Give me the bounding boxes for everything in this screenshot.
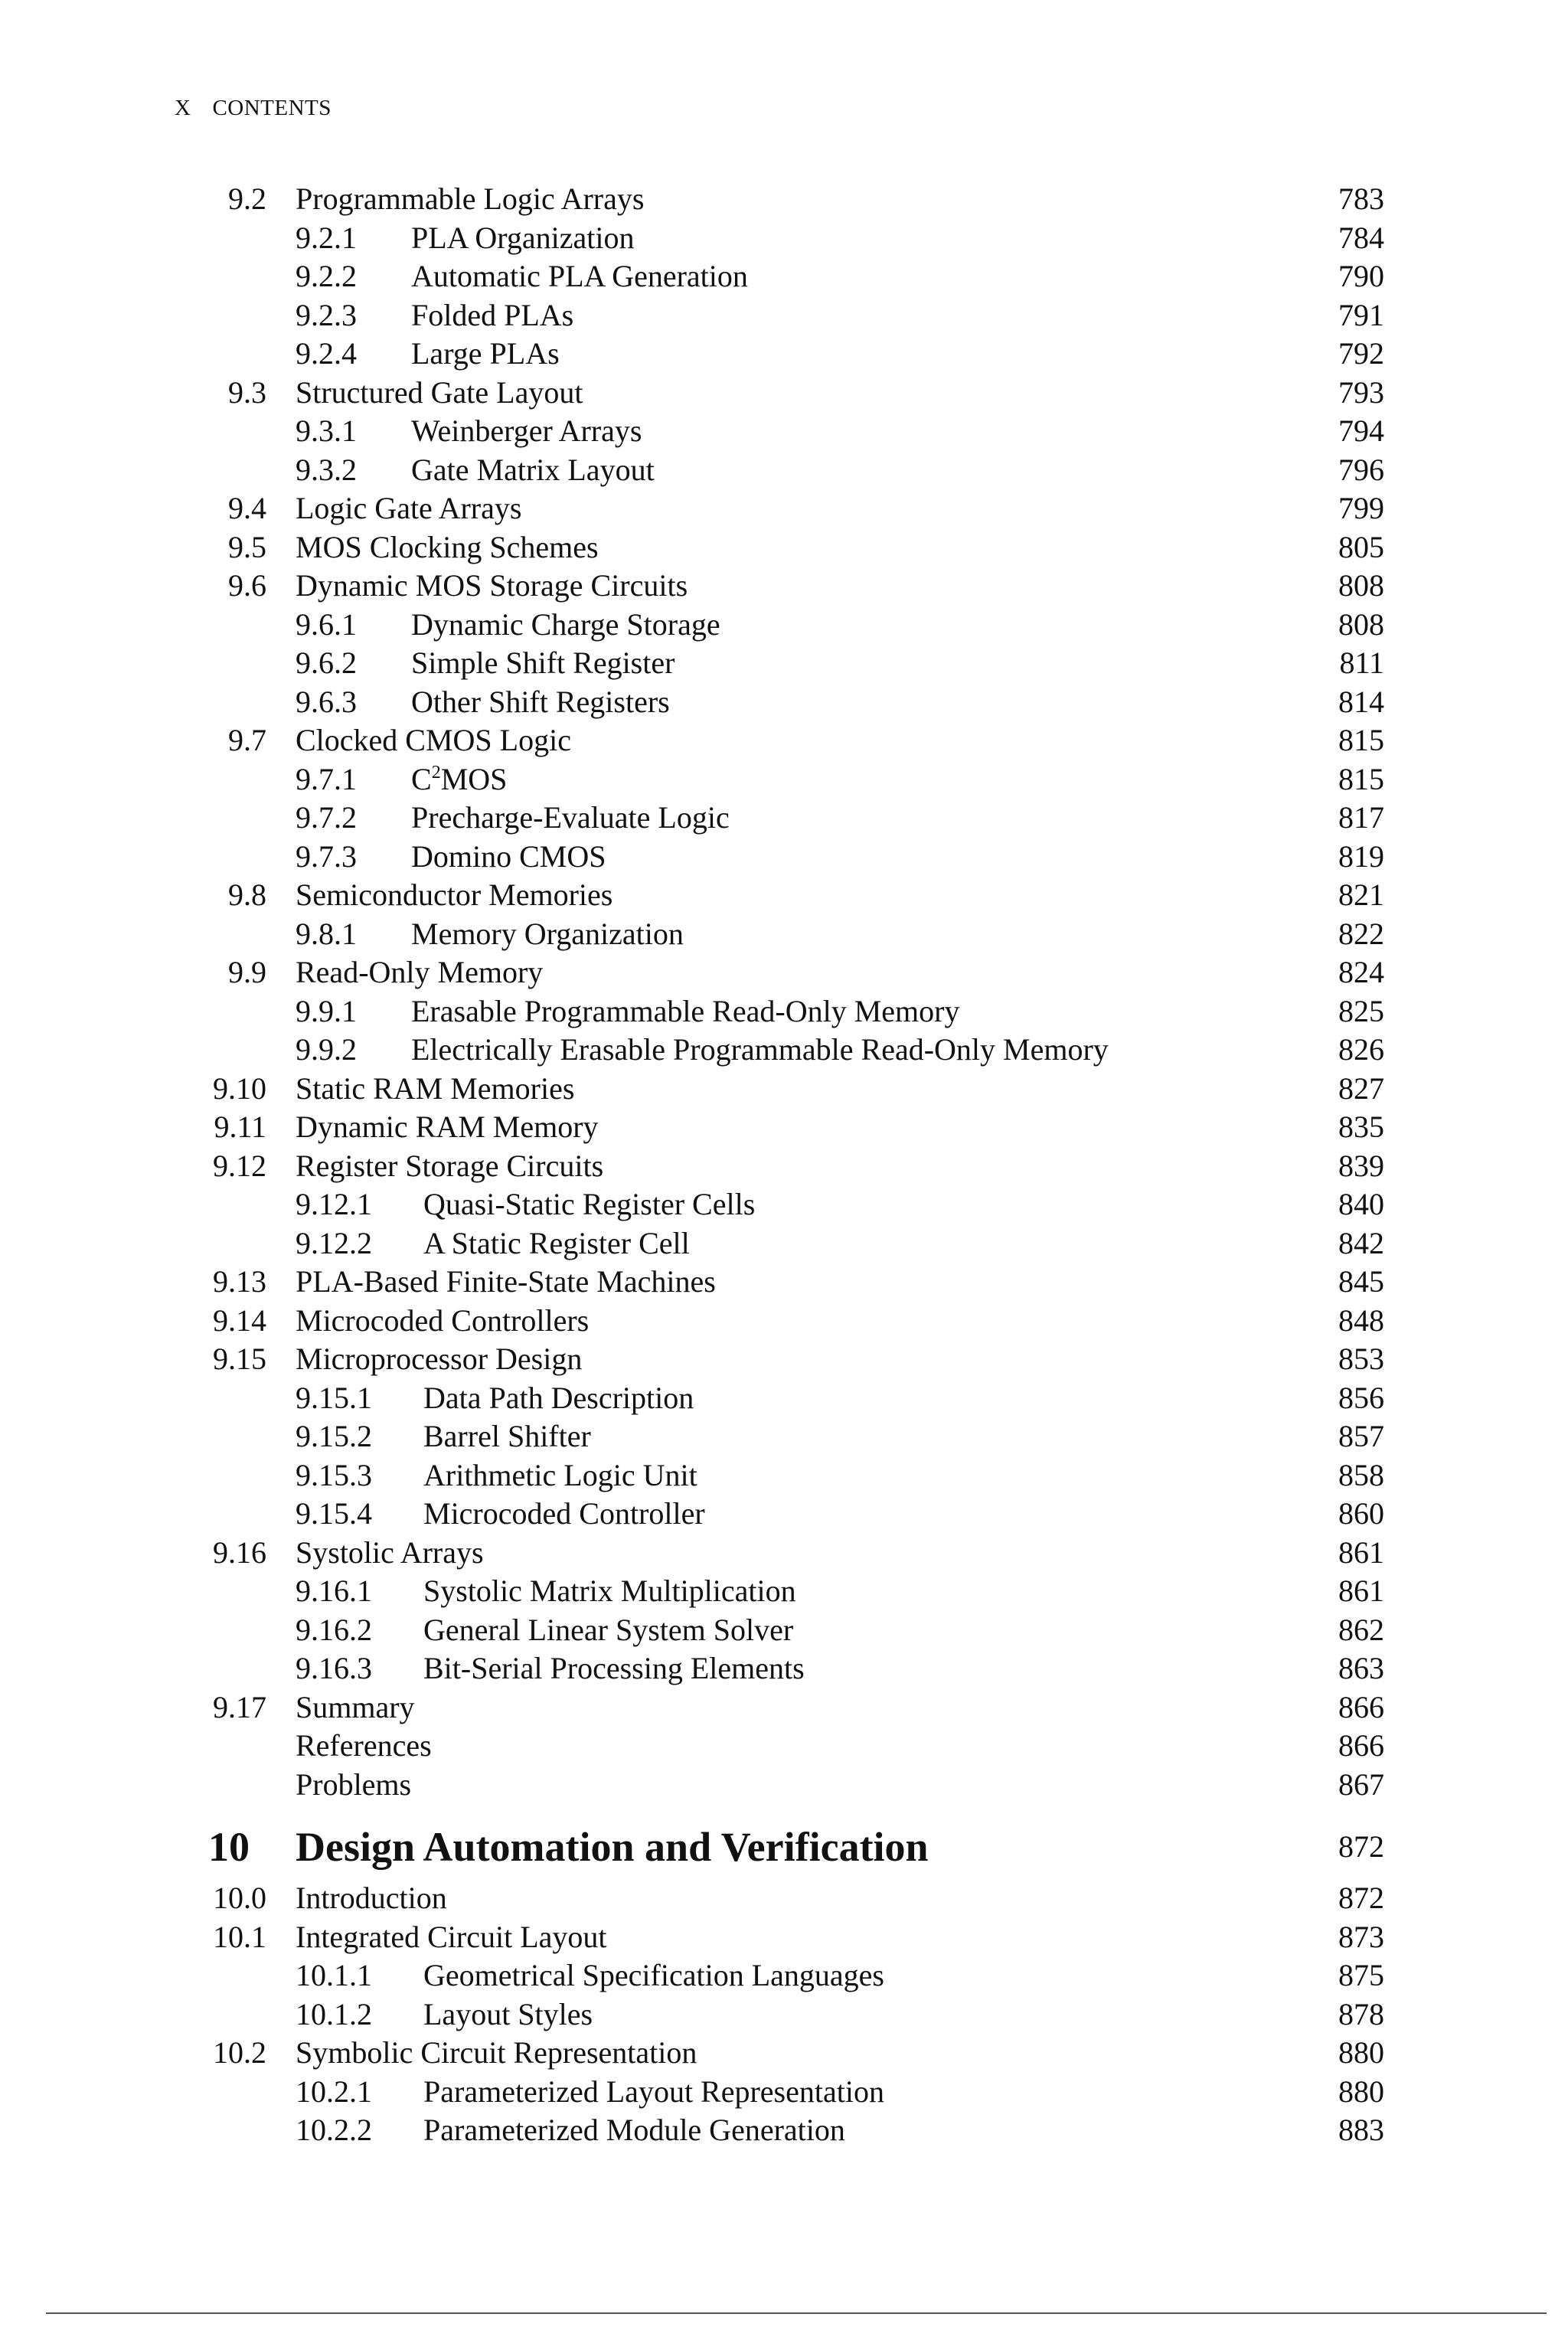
toc-entry-page-number: 794	[1338, 413, 1384, 448]
toc-entry-page-number: 814	[1338, 685, 1384, 719]
toc-entry	[0, 1302, 1568, 1340]
toc-entry-number: 9.2.2	[296, 259, 357, 293]
toc-entry	[0, 1495, 1568, 1533]
toc-entry-title	[296, 1822, 929, 1871]
toc-entry-title	[296, 2034, 697, 2072]
toc-entry-page-number: 858	[1338, 1458, 1384, 1492]
toc-entry-page-number: 827	[1338, 1071, 1384, 1106]
toc-entry	[0, 1263, 1568, 1301]
toc-entry	[0, 335, 1568, 373]
toc-entry-title	[296, 876, 612, 914]
toc-entry-title-text: Static RAM Memories	[296, 1071, 575, 1106]
toc-entry-title	[296, 1918, 607, 1956]
toc-entry-title-text: Integrated Circuit Layout	[296, 1920, 607, 1954]
toc-entry-number: 10.2.2	[296, 2113, 372, 2147]
toc-entry-title	[296, 489, 521, 528]
toc-entry	[0, 180, 1568, 218]
toc-entry-title-text: References	[296, 1728, 432, 1763]
toc-entry-title	[411, 219, 634, 257]
toc-entry-page-number: 805	[1338, 530, 1384, 564]
toc-entry-number: 9.12.2	[296, 1226, 372, 1260]
toc-entry-title	[296, 567, 688, 605]
toc-entry-number: 9.15.1	[296, 1381, 372, 1415]
toc-entry-number: 9.12	[213, 1149, 266, 1183]
toc-entry-title-text: Systolic Arrays	[296, 1535, 484, 1570]
toc-entry-number: 9.6.2	[296, 645, 357, 680]
toc-entry-page-number: 880	[1338, 2035, 1384, 2070]
toc-entry-page-number: 861	[1338, 1535, 1384, 1570]
toc-entry-title-text: Logic Gate Arrays	[296, 491, 522, 525]
toc-entry	[0, 1070, 1568, 1108]
toc-entry-number: 9.16.2	[296, 1613, 372, 1647]
toc-entry-title-text: Precharge-Evaluate Logic	[411, 800, 730, 835]
toc-entry	[0, 953, 1568, 992]
toc-entry-title-text: Programmable Logic Arrays	[296, 181, 645, 216]
toc-entry	[0, 838, 1568, 876]
toc-entry-title	[411, 1031, 1109, 1069]
toc-entry-title	[423, 1995, 593, 2034]
toc-entry	[0, 1879, 1568, 1917]
toc-entry-title-text: Dynamic MOS Storage Circuits	[296, 568, 688, 603]
toc-entry-page-number: 799	[1338, 491, 1384, 525]
toc-entry-title	[411, 799, 730, 837]
toc-entry	[0, 257, 1568, 296]
toc-entry	[0, 1417, 1568, 1456]
toc-entry	[0, 1224, 1568, 1263]
toc-entry-title-text: Problems	[296, 1767, 412, 1802]
toc-entry-title	[423, 1572, 796, 1610]
toc-entry	[0, 1611, 1568, 1649]
toc-entry-page-number: 883	[1338, 2113, 1384, 2147]
toc-entry-number: 10.0	[213, 1881, 266, 1915]
toc-entry-title	[411, 644, 675, 682]
toc-entry-title	[423, 1611, 793, 1649]
toc-entry	[0, 1649, 1568, 1688]
toc-entry-page-number: 866	[1338, 1690, 1384, 1724]
toc-entry-title	[423, 1224, 690, 1263]
toc-entry-title-text: C	[411, 762, 432, 796]
toc-entry-page-number: 878	[1338, 1997, 1384, 2031]
toc-entry-title-text: Microprocessor Design	[296, 1342, 583, 1376]
toc-entry-title	[296, 180, 644, 218]
toc-entry-number: 9.6	[228, 568, 266, 603]
toc-entry-title-text: Semiconductor Memories	[296, 878, 613, 912]
toc-entry	[0, 451, 1568, 489]
toc-entry	[0, 489, 1568, 528]
toc-entry-title	[296, 721, 571, 760]
toc-entry-page-number: 872	[1338, 1829, 1384, 1864]
toc-entry	[0, 528, 1568, 567]
toc-entry-title-text: Layout Styles	[423, 1997, 593, 2031]
toc-entry-page-number: 860	[1338, 1496, 1384, 1531]
toc-entry-page-number: 793	[1338, 375, 1384, 410]
toc-entry-page-number: 817	[1338, 800, 1384, 835]
toc-entry	[0, 876, 1568, 914]
toc-entry	[0, 1456, 1568, 1495]
toc-entry-page-number: 872	[1338, 1881, 1384, 1915]
toc-entry-title	[296, 1727, 432, 1765]
toc-entry-title-text: Erasable Programmable Read-Only Memory	[411, 994, 960, 1028]
toc-entry	[0, 1340, 1568, 1378]
toc-entry	[0, 567, 1568, 605]
toc-entry-number: 9.2.1	[296, 221, 357, 255]
toc-entry-page-number: 856	[1338, 1381, 1384, 1415]
toc-entry-title-text: PLA Organization	[411, 221, 635, 255]
toc-entry-number: 9.16.1	[296, 1574, 372, 1608]
toc-entry-number: 9.3.1	[296, 413, 357, 448]
toc-entry-number: 10.1	[213, 1920, 266, 1954]
toc-entry-title	[411, 992, 959, 1031]
toc-entry-page-number: 792	[1338, 336, 1384, 371]
toc-entry-number: 9.8	[228, 878, 266, 912]
toc-entry-page-number: 845	[1338, 1264, 1384, 1299]
toc-entry-title-text: Automatic PLA Generation	[411, 259, 748, 293]
toc-entry-title	[423, 1956, 884, 1995]
toc-entry	[0, 1727, 1568, 1765]
toc-entry-page-number: 862	[1338, 1613, 1384, 1647]
toc-entry-title	[296, 1070, 574, 1108]
toc-entry-number: 9.16	[213, 1535, 266, 1570]
toc-entry	[0, 296, 1568, 335]
toc-entry-title	[411, 451, 655, 489]
toc-entry-page-number: 815	[1338, 723, 1384, 757]
toc-entry-page-number: 822	[1338, 917, 1384, 951]
toc-entry-page-number: 875	[1338, 1958, 1384, 1992]
toc-entry-title-text: Symbolic Circuit Representation	[296, 2035, 697, 2070]
toc-entry-page-number: 880	[1338, 2074, 1384, 2109]
toc-entry-number: 9.15.2	[296, 1419, 372, 1453]
toc-entry-title-text: Summary	[296, 1690, 415, 1724]
toc-entry-title	[423, 1185, 755, 1224]
toc-entry	[0, 1534, 1568, 1572]
toc-chapter-heading	[0, 1822, 1568, 1871]
toc-entry-number: 9.14	[213, 1303, 266, 1338]
toc-entry-title-text: Parameterized Module Generation	[423, 2113, 845, 2147]
toc-entry-title-text: Weinberger Arrays	[411, 413, 642, 448]
toc-entry	[0, 2111, 1568, 2149]
toc-entry-title-text: Folded PLAs	[411, 298, 574, 332]
toc-entry-title-text: Bit-Serial Processing Elements	[423, 1651, 805, 1685]
toc-entry-page-number: 824	[1338, 955, 1384, 989]
toc-entry-number: 9.12.1	[296, 1187, 372, 1221]
toc-entry-number: 9.4	[228, 491, 266, 525]
toc-entry-number: 9.9.2	[296, 1032, 357, 1067]
toc-entry-number: 10.2.1	[296, 2074, 372, 2109]
toc-entry-title-text: Register Storage Circuits	[296, 1149, 604, 1183]
toc-entry-title-text: Large PLAs	[411, 336, 560, 371]
toc-entry-title	[296, 528, 599, 567]
toc-entry-title	[296, 1766, 411, 1804]
toc-entry-title-text: PLA-Based Finite-State Machines	[296, 1264, 716, 1299]
toc-entry-page-number: 790	[1338, 259, 1384, 293]
toc-entry-title-text: Clocked CMOS Logic	[296, 723, 571, 757]
toc-entry-title-text: Barrel Shifter	[423, 1419, 591, 1453]
toc-entry-title-text: Microcoded Controller	[423, 1496, 705, 1531]
toc-entry-number: 9.7.3	[296, 839, 357, 874]
toc-entry-page-number: 863	[1338, 1651, 1384, 1685]
toc-entry-title	[296, 1688, 415, 1727]
toc-entry	[0, 1147, 1568, 1185]
toc-entry	[0, 1572, 1568, 1610]
toc-entry-title-text: A Static Register Cell	[423, 1226, 690, 1260]
toc-entry-title	[423, 2073, 884, 2111]
page-marker: X	[175, 96, 191, 120]
toc-entry-number: 9.10	[213, 1071, 266, 1106]
toc-entry-number: 10.1.2	[296, 1997, 372, 2031]
toc-entry	[0, 219, 1568, 257]
toc-entry-title-text: Design Automation and Verification	[296, 1824, 929, 1870]
toc-entry	[0, 412, 1568, 450]
toc-entry-title-text: Data Path Description	[423, 1381, 694, 1415]
toc-entry-title	[423, 1649, 805, 1688]
toc-entry	[0, 1995, 1568, 2034]
toc-entry-title	[296, 953, 543, 992]
toc-entry-title-rest: MOS	[440, 762, 508, 796]
toc-entry-title-text: Memory Organization	[411, 917, 684, 951]
toc-entry-title-text: MOS Clocking Schemes	[296, 530, 599, 564]
toc-entry-number: 9.16.3	[296, 1651, 372, 1685]
toc-entry-number: 10	[208, 1824, 250, 1870]
toc-entry-number: 9.3.2	[296, 453, 357, 487]
toc-entry-title-text: Quasi-Static Register Cells	[423, 1187, 756, 1221]
toc-entry-title	[411, 412, 642, 450]
toc-entry-page-number: 819	[1338, 839, 1384, 874]
toc-entry-page-number: 839	[1338, 1149, 1384, 1183]
toc-entry-title-text: Domino CMOS	[411, 839, 606, 874]
toc-entry-title	[423, 1417, 591, 1456]
toc-entry-number: 9.15.4	[296, 1496, 372, 1531]
toc-entry-title	[411, 760, 507, 803]
toc-entry-page-number: 848	[1338, 1303, 1384, 1338]
toc-entry-page-number: 835	[1338, 1110, 1384, 1144]
toc-entry-title-text: Introduction	[296, 1881, 447, 1915]
toc-entry	[0, 760, 1568, 799]
toc-entry-number: 9.2.4	[296, 336, 357, 371]
toc-entry-title	[423, 2111, 845, 2149]
toc-entry-page-number: 808	[1338, 568, 1384, 603]
toc-entry-number: 9.7	[228, 723, 266, 757]
toc-entry-number: 10.1.1	[296, 1958, 372, 1992]
toc-entry-number: 9.7.2	[296, 800, 357, 835]
toc-entry-page-number: 866	[1338, 1728, 1384, 1763]
toc-entry-title-superscript: 2	[431, 763, 441, 783]
toc-entry-title	[296, 1108, 599, 1146]
toc-entry	[0, 1031, 1568, 1069]
toc-entry-title-text: Parameterized Layout Representation	[423, 2074, 884, 2109]
toc-entry-title	[423, 1379, 694, 1417]
toc-entry	[0, 1185, 1568, 1224]
toc-entry-title-text: Dynamic Charge Storage	[411, 607, 720, 642]
running-title: CONTENTS	[212, 96, 332, 120]
toc-entry-title	[411, 838, 606, 876]
toc-entry	[0, 1688, 1568, 1727]
toc-entry-page-number: 853	[1338, 1342, 1384, 1376]
toc-entry-title-text: Gate Matrix Layout	[411, 453, 655, 487]
toc-entry-title-text: Systolic Matrix Multiplication	[423, 1574, 796, 1608]
toc-entry-page-number: 796	[1338, 453, 1384, 487]
toc-entry-number: 9.11	[214, 1110, 266, 1144]
toc-entry-number: 9.9	[228, 955, 266, 989]
toc-entry-number: 9.17	[213, 1690, 266, 1724]
toc-entry-number: 9.2	[228, 181, 266, 216]
toc-entry-title-text: Arithmetic Logic Unit	[423, 1458, 697, 1492]
toc-entry-title	[296, 1879, 447, 1917]
toc-entry-number: 9.3	[228, 375, 266, 410]
toc-entry-title	[423, 1495, 705, 1533]
toc-entry-page-number: 873	[1338, 1920, 1384, 1954]
toc-entry-page-number: 861	[1338, 1574, 1384, 1608]
toc-entry-title-text: Microcoded Controllers	[296, 1303, 590, 1338]
toc-entry-number: 9.9.1	[296, 994, 357, 1028]
toc-entry-title-text: Simple Shift Register	[411, 645, 675, 680]
toc-entry	[0, 683, 1568, 721]
toc-entry	[0, 1379, 1568, 1417]
toc-entry-title-text: Structured Gate Layout	[296, 375, 583, 410]
toc-entry	[0, 992, 1568, 1031]
toc-entry	[0, 1766, 1568, 1804]
toc-entry-title-text: Read-Only Memory	[296, 955, 544, 989]
toc-entry-title	[296, 1340, 582, 1378]
toc-entry-page-number: 867	[1338, 1767, 1384, 1802]
toc-entry-title	[296, 1263, 716, 1301]
toc-entry	[0, 721, 1568, 760]
toc-entry-page-number: 783	[1338, 181, 1384, 216]
toc-entry-page-number: 821	[1338, 878, 1384, 912]
toc-entry-title-text: Electrically Erasable Programmable Read-Only Memory	[411, 1032, 1109, 1067]
toc-entry	[0, 1918, 1568, 1956]
toc-entry-page-number: 826	[1338, 1032, 1384, 1067]
toc-entry-title	[411, 915, 684, 953]
toc-entry-number: 9.13	[213, 1264, 266, 1299]
toc-entry-title	[411, 296, 573, 335]
toc-entry-title-text: Other Shift Registers	[411, 685, 670, 719]
toc-entry-title	[296, 1534, 484, 1572]
toc-entry-title-text: Dynamic RAM Memory	[296, 1110, 599, 1144]
toc-entry	[0, 915, 1568, 953]
toc-entry-title	[411, 335, 560, 373]
toc-entry-number: 9.2.3	[296, 298, 357, 332]
toc-entry-title	[411, 257, 748, 296]
toc-entry-page-number: 811	[1339, 645, 1384, 680]
toc-entry-page-number: 815	[1338, 762, 1384, 796]
toc-entry	[0, 606, 1568, 644]
toc-entry-page-number: 825	[1338, 994, 1384, 1028]
toc-entry	[0, 1108, 1568, 1146]
toc-entry-number: 9.5	[228, 530, 266, 564]
toc-entry-title-text: General Linear System Solver	[423, 1613, 794, 1647]
toc-entry-number: 9.8.1	[296, 917, 357, 951]
toc-entry-title	[296, 1302, 589, 1340]
toc-entry	[0, 2073, 1568, 2111]
toc-entry-number: 9.7.1	[296, 762, 357, 796]
toc-entry	[0, 2034, 1568, 2072]
toc-entry-title	[296, 1147, 603, 1185]
toc-entry-number: 9.6.1	[296, 607, 357, 642]
toc-entry	[0, 374, 1568, 412]
toc-entry-number: 9.15	[213, 1342, 266, 1376]
toc-entry-page-number: 840	[1338, 1187, 1384, 1221]
toc-entry-page-number: 857	[1338, 1419, 1384, 1453]
toc-entry-title	[296, 374, 583, 412]
toc-entry-page-number: 842	[1338, 1226, 1384, 1260]
toc-entry-title-text: Geometrical Specification Languages	[423, 1958, 884, 1992]
toc-entry-page-number: 808	[1338, 607, 1384, 642]
toc-entry	[0, 1956, 1568, 1995]
toc-entry-title	[411, 683, 670, 721]
toc-entry	[0, 644, 1568, 682]
toc-entry-number: 10.2	[213, 2035, 266, 2070]
toc-entry-title	[411, 606, 720, 644]
toc-entry-page-number: 784	[1338, 221, 1384, 255]
toc-entry-page-number: 791	[1338, 298, 1384, 332]
toc-entry-number: 9.15.3	[296, 1458, 372, 1492]
footer-rule	[46, 2312, 1547, 2314]
toc-entry-number: 9.6.3	[296, 685, 357, 719]
toc-entry-title	[423, 1456, 697, 1495]
toc-entry	[0, 799, 1568, 837]
